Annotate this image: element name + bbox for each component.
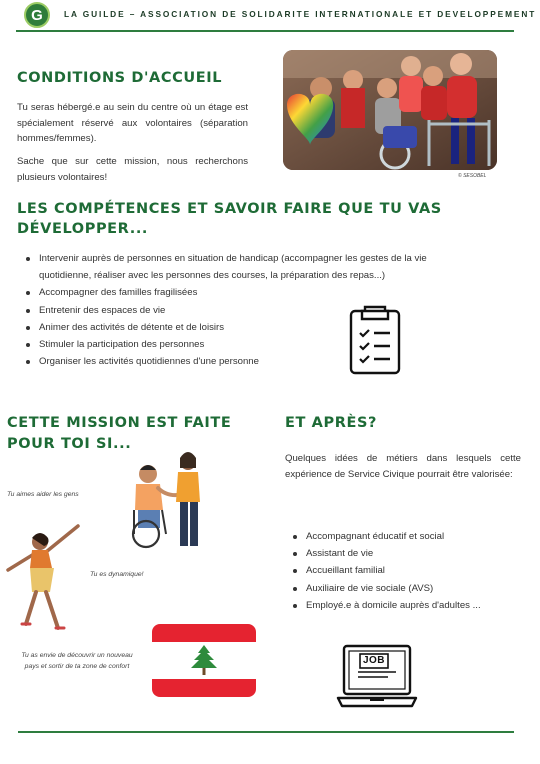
group-photo-illustration [283, 50, 497, 170]
list-item: Animer des activités de détente et de loisirs [23, 319, 476, 336]
flag-band-middle [152, 642, 256, 679]
list-item: Assistant de vie [290, 545, 520, 562]
note-decouvrir [14, 650, 140, 672]
flag-band-bottom [152, 679, 256, 697]
laptop-job-label: JOB [362, 655, 386, 666]
conditions-text-1: Tu seras hébergé.e au sein du centre où un étage est spécialement réservé aux volontaires (séparation hommes/femmes). [17, 102, 248, 145]
laptop-job-icon [336, 642, 418, 712]
competences-list [23, 250, 476, 370]
helping-people-illustration [128, 452, 208, 550]
list-item: Accueillant familial [290, 562, 520, 579]
competences-title-line1: LES COMPÉTENCES ET SAVOIR FAIRE QUE TU VAS [17, 201, 442, 217]
list-item: Entretenir des espaces de vie [23, 302, 476, 319]
note-decouvrir-line1: Tu as envie de découvrir un nouveau [21, 652, 133, 659]
logo-letter: G [31, 6, 43, 24]
list-item: Auxiliaire de vie sociale (AVS) [290, 580, 520, 597]
list-item: Employé.e à domicile auprès d'adultes ... [290, 597, 520, 614]
dancing-woman-illustration [6, 524, 84, 636]
conditions-text-2: Sache que sur cette mission, nous recherchons plusieurs volontaires! [17, 156, 248, 183]
list-item: Intervenir auprès de personnes en situation de handicap (accompagner les gestes de la vie quotidienne, réaliser avec les personnes des courses, la préparation des repas...) [23, 250, 476, 284]
note-aider: Tu aimes aider les gens [7, 491, 79, 498]
conditions-title: CONDITIONS D'ACCUEIL [17, 70, 223, 86]
header-title: LA GUILDE – ASSOCIATION DE SOLIDARITE INTERNATIONALE ET DEVELOPPEMENT [64, 9, 537, 19]
lebanon-flag [152, 624, 256, 697]
list-item: Accompagner des familles fragilisées [23, 284, 476, 301]
photo-credit: © SESOBEL [458, 173, 487, 179]
pour-toi-title-line1: CETTE MISSION EST FAITE [7, 415, 232, 431]
flag-band-top [152, 624, 256, 642]
apres-title: ET APRÈS? [285, 415, 378, 431]
note-dynamique: Tu es dynamique! [90, 571, 144, 578]
note-decouvrir-line2: pays et sortir de ta zone de confort [24, 663, 130, 670]
metiers-list [290, 528, 520, 614]
apres-text: Quelques idées de métiers dans lesquels cette expérience de Service Civique pourrait être valorisée: [285, 453, 521, 480]
list-item: Accompagnant éducatif et social [290, 528, 520, 545]
pour-toi-title-line2: POUR TOI SI... [7, 436, 132, 452]
guilde-logo [24, 2, 50, 28]
list-item: Stimuler la participation des personnes [23, 336, 476, 353]
group-photo [283, 50, 497, 170]
cedar-icon [188, 644, 220, 677]
competences-title-line2: DÉVELOPPER... [17, 221, 149, 237]
footer-divider [18, 731, 514, 733]
header-divider [16, 30, 514, 32]
list-item: Organiser les activités quotidiennes d'une personne [23, 353, 476, 370]
clipboard-checklist-icon [348, 303, 402, 375]
laptop-outline [336, 642, 418, 712]
